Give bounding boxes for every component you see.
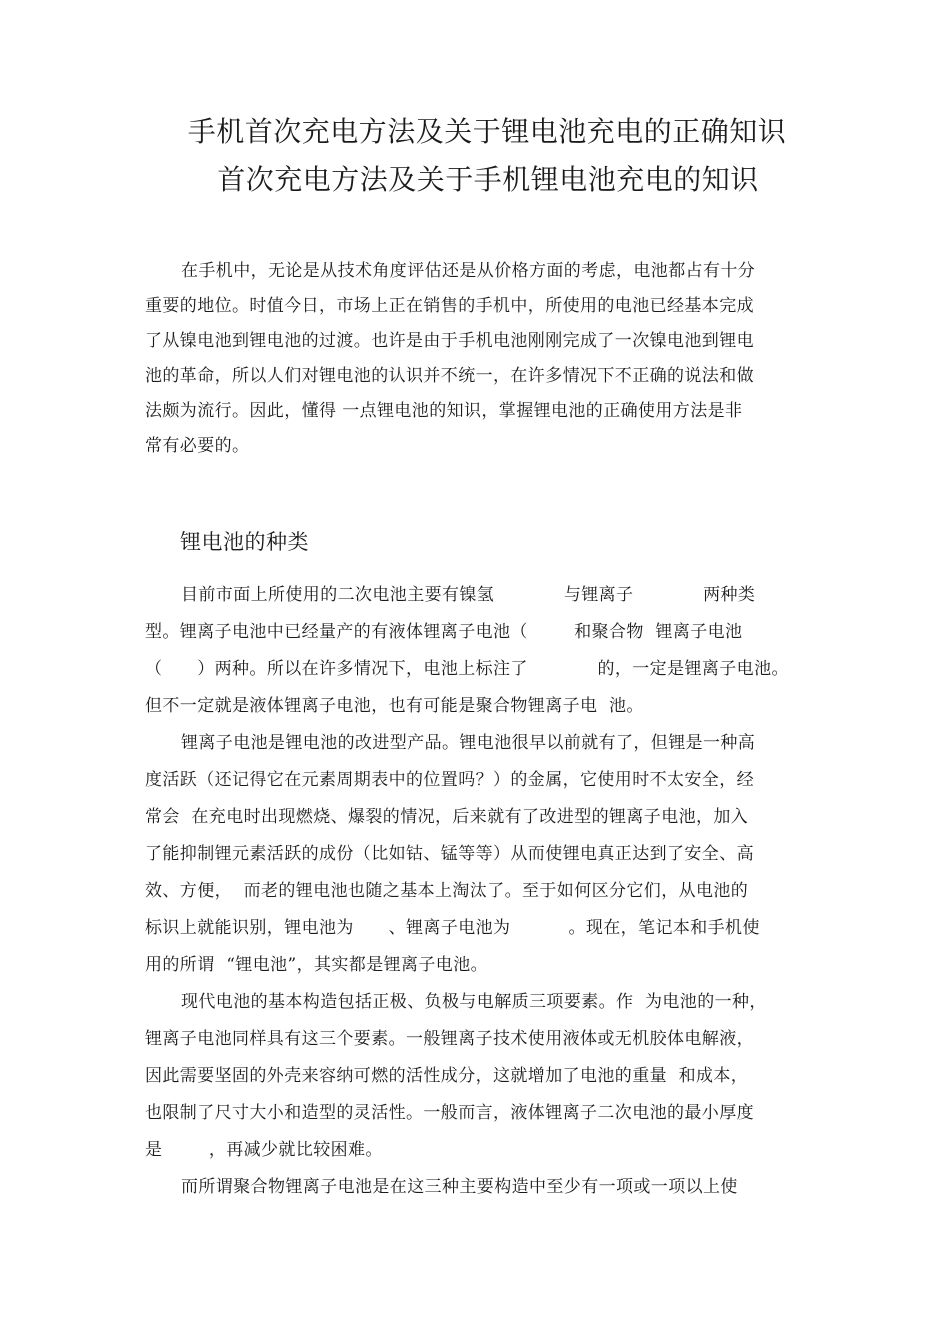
text-line: 型。锂离子电池中已经量产的有液体锂离子电池（ 和聚合物 锂离子电池 [145,622,743,642]
text-line: 而所谓聚合物锂离子电池是在这三种主要构造中至少有一项或一项以上使 [181,1177,738,1197]
text-line: 锂离子电池同样具有这三个要素。一般锂离子技术使用液体或无机胶体电解液， [145,1029,754,1049]
text-line: 也限制了尺寸大小和造型的灵活性。一般而言，液体锂离子二次电池的最小厚度 [145,1103,754,1123]
text-line: （ ）两种。所以在许多情况下，电池上标注了 的，一定是锂离子电池。 [145,659,789,679]
text-line: 锂离子电池是锂电池的改进型产品。锂电池很早以前就有了，但锂是一种高 [181,733,756,753]
text-line: 但不一定就是液体锂离子电池，也有可能是聚合物锂离子电 池。 [145,696,644,716]
text-line: 重要的地位。时值今日，市场上正在销售的手机中，所使用的电池已经基本完成 [145,296,754,316]
section-heading: 锂电池的种类 [180,530,309,554]
text-line: 了能抑制锂元素活跃的成份（比如钴、锰等等）从而使锂电真正达到了安全、高 [145,844,754,864]
text-line: 用的所谓 “锂电池”，其实都是锂离子电池。 [145,955,488,975]
text-line: 是 ，再减少就比较困难。 [145,1140,383,1160]
text-line: 池的革命，所以人们对锂电池的认识并不统一，在许多情况下不正确的说法和做 [145,366,754,386]
text-line: 因此需要坚固的外壳来容纳可燃的活性成分，这就增加了电池的重量 和成本， [145,1066,749,1086]
text-line: 度活跃（还记得它在元素周期表中的位置吗？）的金属，它使用时不太安全，经 [145,770,754,790]
text-line: 现代电池的基本构造包括正极、负极与电解质三项要素。作 为电池的一种， [181,992,767,1012]
text-line: 常有必要的。 [145,436,250,456]
text-line: 效、方便， 而老的锂电池也随之基本上淘汰了。至于如何区分它们，从电池的 [145,881,749,901]
document-title-line-2: 首次充电方法及关于手机锂电池充电的知识 [217,163,759,196]
text-line: 标识上就能识别，锂电池为 、锂离子电池为 。现在，笔记本和手机使 [145,918,760,938]
text-line: 常会 在充电时出现燃烧、爆裂的情况，后来就有了改进型的锂离子电池，加入 [145,807,749,827]
document-title-line-1: 手机首次充电方法及关于锂电池充电的正确知识 [187,115,787,148]
text-line: 在手机中，无论是从技术角度评估还是从价格方面的考虑，电池都占有十分 [181,261,756,281]
text-line: 法颇为流行。因此，懂得 一点锂电池的知识，掌握锂电池的正确使用方法是非 [145,401,743,421]
text-line: 了从镍电池到锂电池的过渡。也许是由于手机电池刚刚完成了一次镍电池到锂电 [145,331,754,351]
text-line: 目前市面上所使用的二次电池主要有镍氢 与锂离子 两种类 [181,585,756,605]
